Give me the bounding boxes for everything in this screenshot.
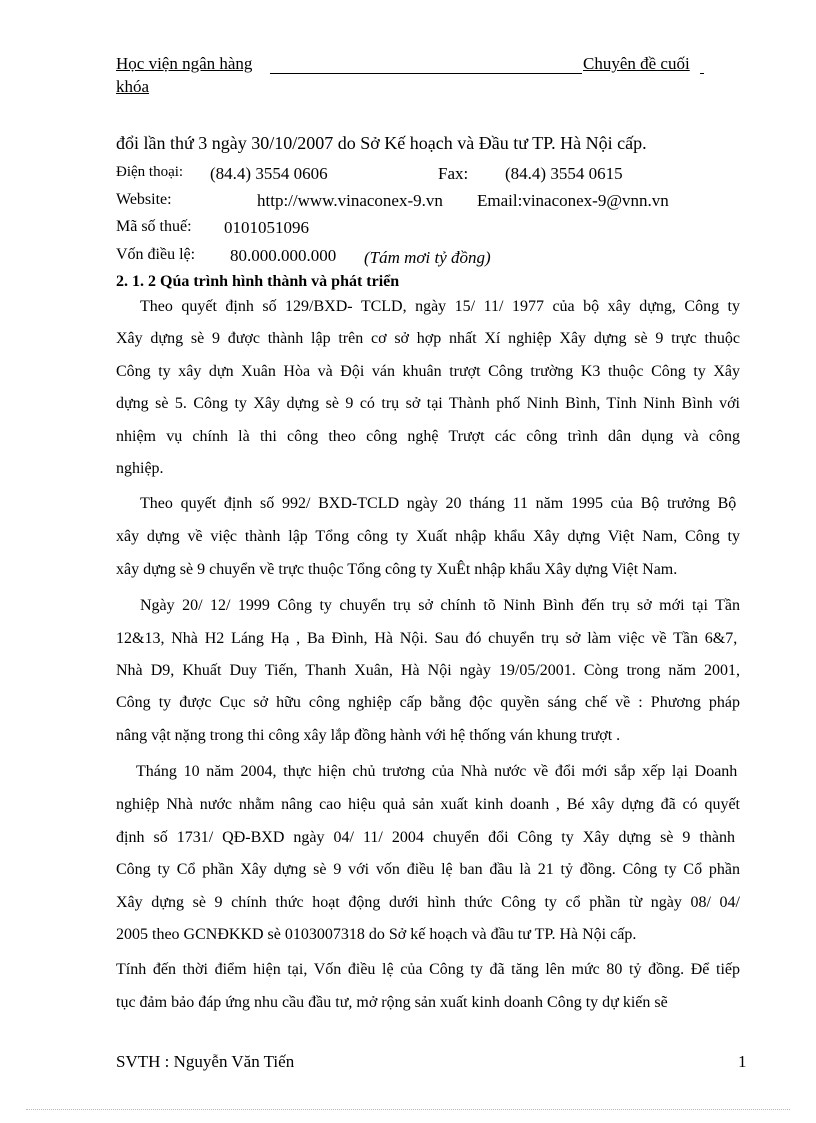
- body-line: Theo quyết định số 129/BXD- TCLD, ngày 15/ 11/ 1977 của bộ xây dựng, Công ty: [140, 298, 740, 315]
- header-title: Chuyên đề cuối: [583, 54, 690, 73]
- body-line: nghiệp Nhà nước nhằm nâng cao hiệu quả sản xuất kinh doanh , Bé xây dựng đã có quyết: [116, 796, 740, 813]
- footer-author: SVTH : Nguyễn Văn Tiến: [116, 1052, 295, 1071]
- page-number: 1: [738, 1052, 747, 1071]
- registration-line: đổi lần thứ 3 ngày 30/10/2007 do Sở Kế hoạch và Đầu tư TP. Hà Nội cấp.: [116, 133, 647, 153]
- body-line: Ngày 20/ 12/ 1999 Công ty chuyển trụ sở chính tõ Ninh Bình đến trụ sở mới tại Tần: [140, 597, 740, 614]
- body-line: Xây dựng sè 9 chính thức hoạt động dưới hình thức Công ty cổ phần từ ngày 08/ 04/: [116, 894, 740, 911]
- body-line: 12&13, Nhà H2 Láng Hạ , Ba Đình, Hà Nội. Sau đó chuyển trụ sở làm việc về Tần 6&7,: [116, 630, 738, 647]
- phone-label: Điện thoại:: [116, 164, 184, 180]
- website-label: Website:: [116, 191, 172, 208]
- fax-value: (84.4) 3554 0615: [505, 164, 623, 183]
- page-bottom-rule: [26, 1109, 790, 1110]
- header-underline-end: [700, 73, 704, 74]
- capital-value: 80.000.000.000: [230, 246, 337, 265]
- website-value: http://www.vinaconex-9.vn: [257, 191, 443, 210]
- body-line: Xây dựng sè 9 được thành lập trên cơ sở hợp nhất Xí nghiệp Xây dựng sè 9 trực thuộc: [116, 330, 740, 347]
- body-line: xây dựng sè 9 chuyển về trực thuộc Tổng công ty XuÊt nhập khẩu Xây dựng Việt Nam.: [116, 561, 678, 578]
- body-line: xây dựng về việc thành lập Tổng công ty Xuất nhập khẩu Xây dựng Việt Nam, Công ty: [116, 528, 740, 545]
- body-line: định số 1731/ QĐ-BXD ngày 04/ 11/ 2004 chuyển đổi Công ty Xây dựng sè 9 thành: [116, 829, 735, 846]
- tax-value: 0101051096: [224, 218, 309, 237]
- header-school: Học viện ngân hàng: [116, 54, 253, 73]
- fax-label: Fax:: [438, 164, 469, 183]
- phone-value: (84.4) 3554 0606: [210, 164, 328, 183]
- body-line: Theo quyết định số 992/ BXD-TCLD ngày 20 tháng 11 năm 1995 của Bộ trưởng Bộ: [140, 495, 737, 512]
- body-line: nhiệm vụ chính là thi công theo công nghệ Trượt các công trình dân dụng và công: [116, 428, 740, 445]
- body-line: Nhà D9, Khuất Duy Tiến, Thanh Xuân, Hà Nội ngày 19/05/2001. Còng trong năm 2001,: [116, 662, 740, 679]
- body-line: nâng vật nặng trong thi công xây lắp đồng hành với hệ thống ván khung trượt .: [116, 727, 621, 744]
- body-line: 2005 theo GCNĐKKD sè 0103007318 do Sở kế hoạch và đầu tư TP. Hà Nội cấp.: [116, 926, 637, 943]
- capital-label: Vốn điều lệ:: [116, 246, 196, 263]
- capital-words: (Tám mơi tỷ đồng): [364, 248, 491, 267]
- section-title: 2. 1. 2 Qúa trình hình thành và phát triển: [116, 273, 400, 290]
- body-line: nghiệp.: [116, 460, 164, 477]
- body-line: Tháng 10 năm 2004, thực hiện chủ trương của Nhà nước về đổi mới sắp xếp lại Doanh: [136, 763, 738, 780]
- tax-label: Mã số thuế:: [116, 218, 192, 235]
- body-line: Công ty xây dựn Xuân Hòa và Đội ván khuân trượt Công trường K3 thuộc Công ty Xây: [116, 363, 740, 380]
- body-line: tục đảm bảo đáp ứng nhu cầu đầu tư, mở rộng sản xuất kinh doanh Công ty dự kiến sẽ: [116, 994, 668, 1011]
- email-value: Email:vinaconex-9@vnn.vn: [477, 191, 669, 210]
- body-line: Tính đến thời điểm hiện tại, Vốn điều lệ của Công ty đã tăng lên mức 80 tỷ đồng. Để tiếp: [116, 961, 740, 978]
- body-line: dựng sè 5. Công ty Xây dựng sè 9 có trụ sở tại Thành phố Ninh Bình, Tỉnh Ninh Bình với: [116, 395, 740, 412]
- header-underline: [270, 73, 582, 74]
- body-line: Công ty được Cục sở hữu công nghiệp cấp bằng độc quyền sáng chế về : Phương pháp: [116, 694, 740, 711]
- body-line: Công ty Cổ phần Xây dựng sè 9 với vốn điều lệ ban đầu là 21 tỷ đồng. Công ty Cổ phần: [116, 861, 740, 878]
- header-title-wrap: khóa: [116, 77, 150, 96]
